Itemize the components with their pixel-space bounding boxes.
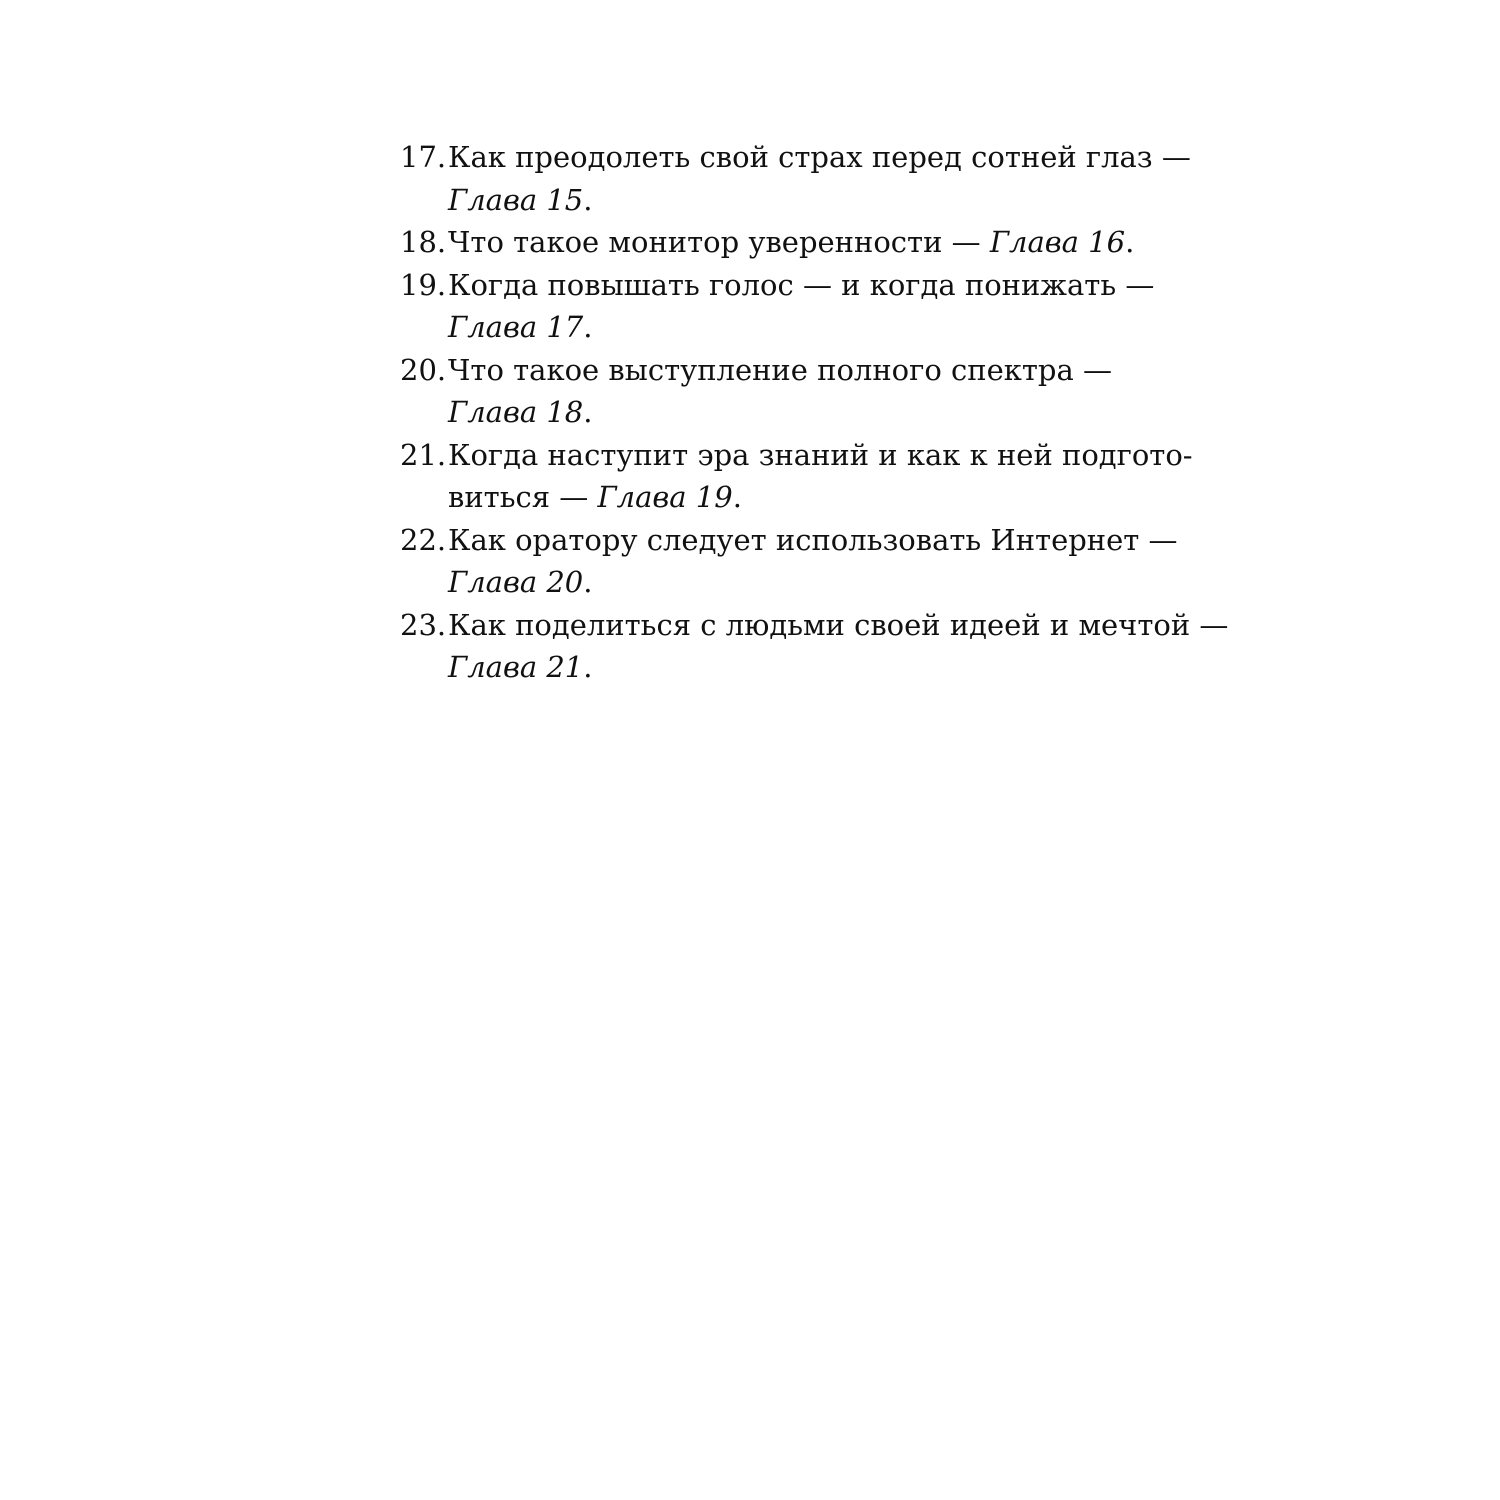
item-number: 17.: [400, 140, 447, 174]
toc-list: [400, 136, 1229, 689]
item-text: Как поделиться с людьми своей идеей и мечтой —: [448, 607, 1229, 642]
item-number: 19.: [400, 267, 447, 302]
item-text: Что такое выступление полного спектра —: [448, 352, 1112, 387]
item-number: 18.: [400, 225, 447, 259]
item-number: 20.: [400, 352, 447, 387]
item-end: .: [1125, 225, 1135, 259]
item-text: Как оратору следует использовать Интернет —: [448, 522, 1178, 557]
item-text: Как преодолеть свой страх перед сотней глаз —: [448, 140, 1191, 174]
toc-item-17: [400, 136, 1191, 221]
item-end: .: [583, 395, 593, 429]
item-number: 23.: [400, 607, 447, 642]
toc-item-18: [400, 221, 1160, 264]
toc-line: [400, 221, 1160, 264]
item-end: .: [583, 650, 593, 684]
item-end: .: [583, 182, 593, 217]
toc-line: [400, 561, 1160, 604]
item-text-continued: виться —: [448, 480, 598, 514]
chapter-reference: Глава 17: [448, 310, 584, 344]
toc-item-20: [400, 349, 1160, 434]
item-number: 22.: [400, 522, 447, 557]
item-text: Когда повышать голос — и когда понижать —: [448, 267, 1155, 302]
chapter-reference: Глава 15: [448, 182, 584, 217]
item-end: .: [583, 565, 593, 599]
toc-item-22: [400, 519, 1178, 604]
item-number: 21.: [400, 437, 447, 472]
toc-line: [400, 646, 1160, 689]
toc-line: [400, 434, 1193, 477]
toc-line: [400, 179, 1160, 222]
toc-line: [400, 264, 1160, 307]
item-end: .: [583, 310, 593, 344]
toc-line: [400, 476, 1160, 519]
toc-line: [400, 306, 1160, 349]
toc-line: [400, 136, 1191, 179]
chapter-reference: Глава 20: [448, 565, 584, 599]
item-text: Что такое монитор уверенности —: [448, 225, 990, 259]
item-text: Когда наступит эра знаний и как к ней подгото-: [448, 437, 1193, 472]
toc-line: [400, 349, 1160, 392]
chapter-reference: Глава 16: [989, 225, 1126, 259]
toc-line: [400, 519, 1178, 562]
chapter-reference: Глава 19: [597, 480, 733, 514]
toc-line: [400, 391, 1160, 434]
toc-line: [400, 604, 1229, 647]
toc-item-19: [400, 264, 1160, 349]
chapter-reference: Глава 18: [448, 395, 584, 429]
item-end: .: [732, 480, 742, 514]
toc-item-23: [400, 604, 1229, 689]
toc-item-21: [400, 434, 1193, 519]
chapter-reference: Глава 21: [448, 650, 584, 684]
